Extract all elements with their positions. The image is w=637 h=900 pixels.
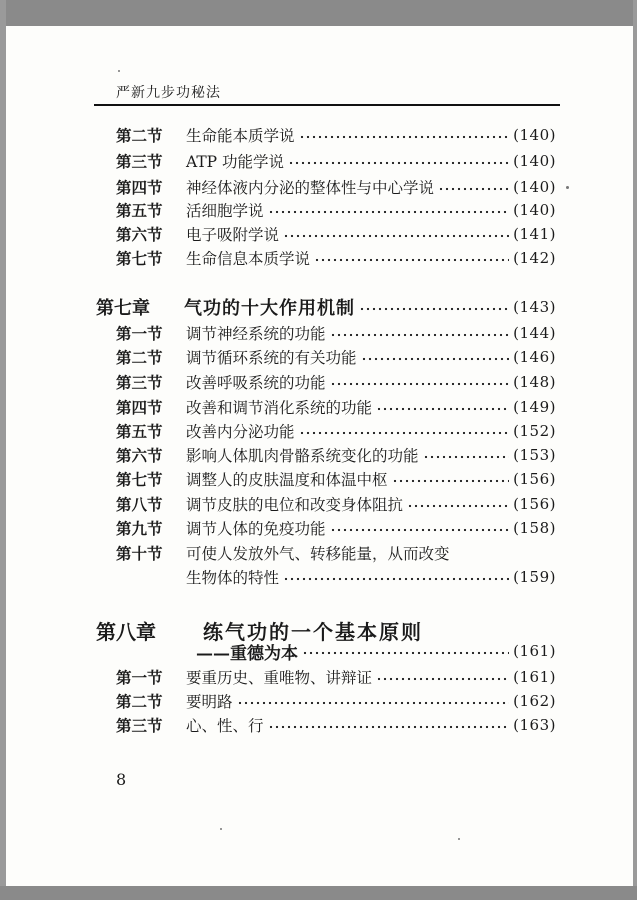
page-ref: (140) — [513, 126, 556, 144]
section-title: 电子吸附学说 — [186, 226, 280, 244]
dot-leader — [361, 357, 510, 361]
section-title: 要重历史、重唯物、讲辩证 — [186, 669, 373, 687]
header-rule — [94, 104, 560, 106]
toc-entry[interactable] — [116, 150, 556, 172]
toc-chapter-7[interactable] — [96, 294, 556, 320]
section-title: 调节循环系统的有关功能 — [186, 349, 357, 367]
page-ref: (153) — [513, 446, 556, 464]
section-title: 影响人体肌肉骨骼系统变化的功能 — [186, 447, 419, 465]
section-title: 改善和调节消化系统的功能 — [186, 399, 373, 417]
section-title: 可使人发放外气、转移能量，从而改变 — [186, 545, 450, 563]
dot-leader — [330, 333, 510, 337]
dot-leader — [423, 455, 510, 459]
dot-leader — [359, 307, 509, 311]
scan-border-top — [0, 0, 637, 26]
section-label: 第六节 — [116, 446, 163, 465]
chapter-title: 练气功的一个基本原则 — [202, 620, 423, 644]
section-label: 第七节 — [116, 470, 163, 489]
section-label: 第三节 — [116, 152, 163, 171]
section-label: 第四节 — [116, 398, 163, 417]
section-title: 调整人的皮肤温度和体温中枢 — [186, 471, 388, 489]
chapter-title: 气功的十大作用机制 — [184, 298, 355, 319]
page-ref: (161) — [513, 642, 556, 660]
dot-leader — [314, 258, 509, 262]
toc-entry[interactable] — [116, 199, 556, 221]
section-label: 第九节 — [116, 519, 163, 538]
toc-entry-continuation[interactable] — [186, 566, 556, 588]
section-title: 心、性、行 — [186, 717, 264, 735]
section-title: 改善呼吸系统的功能 — [186, 374, 326, 392]
dot-leader — [299, 431, 510, 435]
page-ref: (149) — [513, 398, 556, 416]
section-label: 第三节 — [116, 716, 163, 735]
scan-border-bottom — [0, 886, 637, 900]
toc-entry[interactable] — [116, 517, 556, 539]
page-ref: (161) — [513, 668, 556, 686]
toc-entry[interactable] — [116, 396, 556, 418]
section-label: 第十节 — [116, 544, 163, 563]
section-label: 第五节 — [116, 422, 163, 441]
section-label: 第三节 — [116, 373, 163, 392]
section-title: 活细胞学说 — [186, 202, 264, 220]
section-label: 第二节 — [116, 348, 163, 367]
dot-leader — [283, 234, 509, 238]
running-head: 严新九步功秘法 — [116, 85, 221, 101]
dot-leader — [302, 651, 509, 655]
toc-entry[interactable] — [116, 493, 556, 515]
page-ref: (159) — [513, 568, 556, 586]
dot-leader — [376, 677, 509, 681]
page-ref: (156) — [513, 495, 556, 513]
toc-entry[interactable] — [116, 371, 556, 393]
page-ref: (148) — [513, 373, 556, 391]
dot-leader — [392, 479, 510, 483]
section-label: 第四节 — [116, 178, 163, 197]
scan-border-left — [0, 0, 6, 900]
page-ref: (140) — [513, 152, 556, 170]
section-title-continued: 生物体的特性 — [186, 569, 280, 587]
toc-entry[interactable] — [116, 444, 556, 466]
dot-leader — [283, 577, 509, 581]
dot-leader — [330, 382, 510, 386]
page-ref: (143) — [513, 298, 556, 316]
section-label: 第七节 — [116, 249, 163, 268]
section-label: 第六节 — [116, 225, 163, 244]
dot-leader — [376, 407, 509, 411]
dot-leader — [438, 187, 509, 191]
dot-leader — [268, 725, 510, 729]
chapter-label: 第八章 — [96, 620, 156, 644]
page-ref: (156) — [513, 470, 556, 488]
toc-entry[interactable] — [116, 124, 556, 146]
section-title: 神经体液内分泌的整体性与中心学说 — [186, 179, 435, 197]
dot-leader — [330, 528, 510, 532]
dot-leader — [237, 701, 510, 705]
dot-leader — [407, 504, 509, 508]
section-label: 第一节 — [116, 668, 163, 687]
toc-entry[interactable] — [116, 346, 556, 368]
toc-chapter-8-subtitle[interactable] — [196, 640, 556, 662]
dot-leader — [299, 135, 510, 139]
toc-entry[interactable] — [116, 666, 556, 688]
toc-entry[interactable] — [116, 542, 556, 564]
page-ref: (141) — [513, 225, 556, 243]
section-label: 第一节 — [116, 324, 163, 343]
scan-speck — [566, 186, 569, 189]
toc-entry[interactable] — [116, 322, 556, 344]
page-ref: (146) — [513, 348, 556, 366]
section-label: 第八节 — [116, 495, 163, 514]
page-ref: (142) — [513, 249, 556, 267]
chapter-subtitle: ——重德为本 — [196, 643, 298, 664]
scan-speck — [220, 828, 222, 830]
toc-entry[interactable] — [116, 223, 556, 245]
section-title: 调节人体的免疫功能 — [186, 520, 326, 538]
toc-entry[interactable] — [116, 468, 556, 490]
toc-entry[interactable] — [116, 176, 556, 198]
section-title: 调节皮肤的电位和改变身体阻抗 — [186, 496, 404, 514]
section-title: 要明路 — [186, 693, 233, 711]
toc-entry[interactable] — [116, 420, 556, 442]
page-ref: (158) — [513, 519, 556, 537]
section-label: 第五节 — [116, 201, 163, 220]
page-number: 8 — [116, 770, 127, 789]
page-ref: (140) — [513, 178, 556, 196]
dot-leader — [268, 210, 510, 214]
section-label: 第二节 — [116, 126, 163, 145]
chapter-label: 第七章 — [96, 298, 150, 319]
page-ref: (140) — [513, 201, 556, 219]
section-title: 改善内分泌功能 — [186, 423, 295, 441]
page-ref: (144) — [513, 324, 556, 342]
page-ref: (163) — [513, 716, 556, 734]
section-label: 第二节 — [116, 692, 163, 711]
scan-speck — [118, 70, 120, 72]
scan-speck — [458, 838, 460, 840]
section-title: 生命能本质学说 — [186, 127, 295, 145]
section-title: 生命信息本质学说 — [186, 250, 311, 268]
toc-entry[interactable] — [116, 247, 556, 269]
scan-border-right — [633, 0, 637, 900]
toc-entry[interactable] — [116, 714, 556, 736]
page-ref: (162) — [513, 692, 556, 710]
page-ref: (152) — [513, 422, 556, 440]
dot-leader — [288, 161, 509, 165]
section-title: 调节神经系统的功能 — [186, 325, 326, 343]
toc-entry[interactable] — [116, 690, 556, 712]
section-title: ATP 功能学说 — [186, 153, 285, 171]
